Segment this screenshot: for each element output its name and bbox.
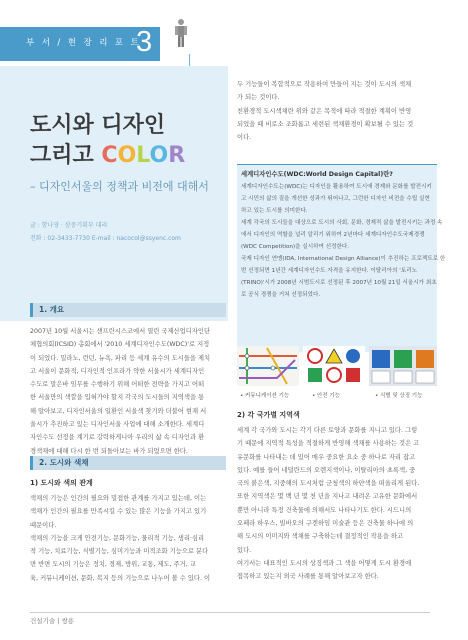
text-line: 또한 지역색은 몇 백 년 몇 천 년을 지나고 내려온 고유한 문화에서 <box>237 493 418 501</box>
text-line: 적 기능, 치료기능, 식별기능, 심미기능과 미적조화 기능으로 분다 <box>30 548 209 556</box>
section-heading: 2. 도시와 색채 <box>30 456 226 470</box>
text-line: 2007년 10월 서울시는 샌프란시스코에서 열린 국제산업디자인단 <box>30 328 211 335</box>
text-line: 에서 디자인의 역할을 널리 알리기 위하여 2년마다 세계디자인수도국제경쟁 <box>241 232 425 238</box>
subway-map-image <box>237 346 299 386</box>
text-line: 체협의회(ICSID) 총회에서 '2010 세계디자인수도(WDC)'로 지정 <box>30 341 210 349</box>
text-line: 해 도시의 이미지와 색채를 구축하는데 결정적인 작용을 하고 <box>237 533 404 541</box>
text-line: 국제 디자인 연맹(IDA, International Design Alliance)이 추진하는 프로젝트로 한 <box>241 256 446 262</box>
text-line: 있다. 예를 들어 네덜란드의 오렌지색이나, 이탈리아의 초록색, 중 <box>237 466 416 474</box>
text-line: 경색채에 대해 다시 한 번 되돌아보는 바가 되었으면 한다. <box>30 447 188 455</box>
section-label: 부 서 / 현 장 리 포 트 <box>26 38 142 48</box>
text-line: 번 선정되면 1년간 세계디자인수도 자격을 유지한다. 이탈리아의 '토리노 <box>241 268 418 274</box>
text-line: 때문이다. <box>30 521 57 529</box>
wdc-info-box <box>237 164 446 352</box>
color-letter: L <box>136 143 150 168</box>
right-intro-body <box>237 78 413 144</box>
text-line: (WDC Competition)을 실시하여 선정한다. <box>241 244 350 250</box>
subsection-heading: 1) 도시와 색의 관계 <box>30 479 93 487</box>
box-body <box>241 181 445 301</box>
text-line: 육, 커뮤니케이션, 문화, 복지 등의 기능으로 나누어 볼 수 있다. 이 <box>30 574 211 582</box>
text-line: 수도로 말은바 임무를 수행하기 위해 어떠한 전략을 가지고 어떠 <box>30 381 205 389</box>
title-prefix: 그리고 <box>30 143 102 168</box>
text-line: 고 서울이 문화적, 디자인적 인프라가 약한 서울시가 세계디자인 <box>30 367 205 375</box>
text-line: 되었을 때 비로소 조화롭고 세련된 색채환경이 확보될 수 있는 것 <box>237 120 414 128</box>
photo-caption: • 커뮤니케이션 기능 <box>240 393 290 399</box>
byline: 글 : 함나영 · 삼중기획부 대리 <box>30 222 108 229</box>
text-line: 두 기능들이 복합적으로 작용하여 만들어 지는 것이 도시의 색채 <box>237 81 412 88</box>
figure-icon <box>172 18 190 48</box>
color-letter: C <box>101 143 118 168</box>
safety-signs-image <box>303 346 365 386</box>
text-line: 자인수도 선정을 계기로 강력하게니아 우리의 삶 속 디자인과 환 <box>30 434 205 442</box>
subtitle: – 디자인서울의 정책과 비전에 대해서 <box>30 180 209 193</box>
text-line: 울시가 추진하고 있는 디자인서울 사업에 대해 소개한다. 세계디 <box>30 421 205 429</box>
page-title-line2 <box>30 138 185 169</box>
color-letter: R <box>168 143 186 168</box>
text-line: 오페라 하우스, 빌바오의 구겐하임 미술관 등은 건축물 하나에 의 <box>237 520 414 528</box>
text-line: 색채의 기능을 크게 안전기능, 문화기능, 물리적 기능, 생리·심리 <box>30 534 205 542</box>
text-line: 가 되는 것이다. <box>237 94 280 102</box>
text-line: 접목하고 있는지 외국 사례를 통해 알아보고자 한다. <box>237 573 379 581</box>
text-line: 기 때문에 지역적 특성을 적절하게 반영해 색채를 사용하는 것은 고 <box>237 440 420 448</box>
box-title: 세계디자인수도(WDC:World Design Capital)란? <box>241 171 393 178</box>
photo-strip <box>237 346 437 386</box>
section-1-body <box>30 325 210 458</box>
text-line: 면 반면 도시의 기능은 정치, 경제, 방위, 교통, 제도, 주거, 교 <box>30 561 196 569</box>
text-line: 이 되었다. 밀라노, 런던, 뉴욕, 파리 등 세계 유수의 도시들을 제치 <box>30 354 211 362</box>
color-letter: O <box>117 143 137 168</box>
photo-caption: • 안전 기능 <box>312 393 340 399</box>
photo-caption: • 식별 및 상징 기능 <box>375 393 423 399</box>
text-line: 이다. <box>237 134 252 142</box>
text-line: 색채가 인간의 필요를 만족시킬 수 있는 많은 기능을 가지고 있기 <box>30 508 207 516</box>
contact-info: 전화 : 02-3433-7730 E-mail : nacocol@ssyenc.com <box>30 235 181 242</box>
text-line: 뿐만 아니라 특정 건축물에 의해서도 나타나기도 한다. 시드니의 <box>237 506 412 514</box>
text-line: 세계 각국의 도시들을 대상으로 도시의 사회, 문화, 경제적 삶을 발전시키는 과정 속 <box>241 220 443 226</box>
color-word <box>101 143 185 168</box>
subsection-heading: 2) 각 국가별 지역색 <box>237 411 300 419</box>
text-line: 여기서는 대표적인 도시의 상징색과 그 색을 어떻게 도시 환경에 <box>237 559 412 567</box>
text-line: 해 알아보고, 디자인서울의 일환인 서울색 찾기와 더불어 현재 서 <box>30 407 207 415</box>
text-line: 친환경적 도시색채란 위와 같은 목적에 따라 적절한 계획이 반영 <box>237 107 412 115</box>
symbol-signs-image <box>369 346 437 386</box>
text-line: 로 공식 경쟁을 거쳐 선정되었다. <box>241 292 321 298</box>
section-3-body <box>237 424 419 584</box>
text-line: 세계 각 국가와 도시는 각기 다른 토양과 문화를 지니고 있다. 그렇 <box>237 427 418 434</box>
footer-divider <box>30 612 430 613</box>
text-line: 하고 있는 도시를 의미한다. <box>241 208 308 214</box>
text-line: 유문화를 나타내는 데 있어 매우 중요한 요소 중 하나로 자리 잡고 <box>237 453 416 461</box>
page-title-line1: 도시와 디자인 <box>30 113 166 138</box>
text-line: 한 서울만의 색깔을 입혀가야 할지 각국의 도시들의 지역색을 통 <box>30 394 205 402</box>
text-line: 국의 붉은색, 지중해의 도시처럼 군청색의 하얀색을 떠올리게 된다. <box>237 480 420 488</box>
footer-text: 건설기술 | 쌍용 <box>30 617 74 625</box>
text-line: 세계디자인수도는(WDC)는 디자인을 활용하여 도시에 경제와 문화를 발전시키 <box>241 184 432 190</box>
section-heading: 1. 개요 <box>30 303 226 317</box>
section-number: 3 <box>136 26 153 58</box>
text-line: 고 시민의 삶의 질을 개선한 성과가 뛰어나고, 그런한 디자인 비전을 수립 실현 <box>241 196 430 202</box>
text-line: 있다. <box>237 546 252 554</box>
color-letter: O <box>149 143 169 168</box>
text-line: 색채의 기능은 인간의 필요와 밀접한 관계를 가지고 있는데, 이는 <box>30 495 207 502</box>
section-2-body <box>30 492 210 585</box>
text-line: (TRINO)'시가 2008년 시범도시로 선정된 후 2007년 10월 21일 서울시가 최초 <box>241 280 437 286</box>
